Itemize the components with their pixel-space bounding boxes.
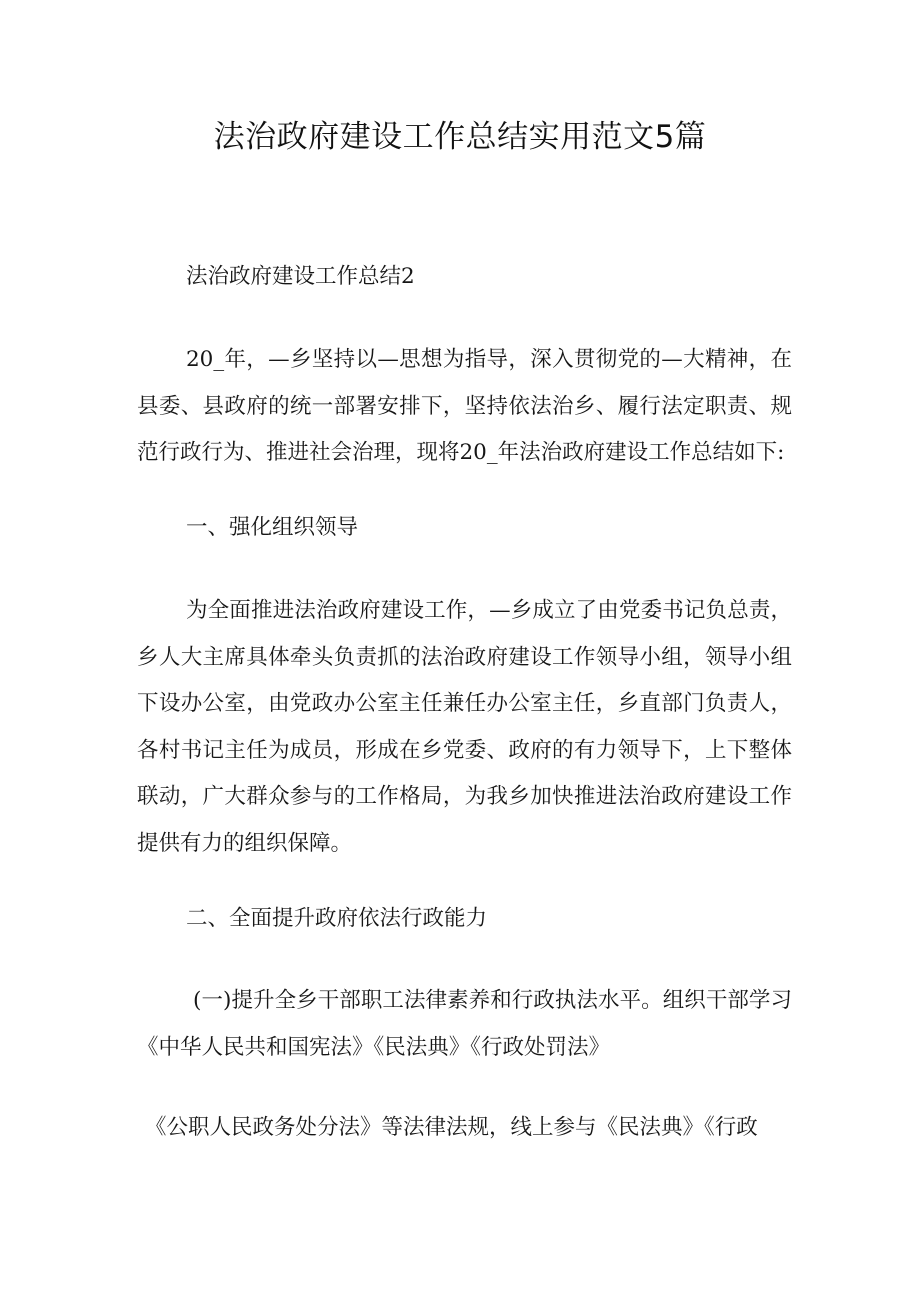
document-title: 法治政府建设工作总结实用范文5篇 [213, 119, 707, 155]
section-subtitle: 法治政府建设工作总结2 [186, 264, 415, 289]
section-heading-1: 一、强化组织领导 [186, 515, 359, 540]
body-paragraph-1: 为全面推进法治政府建设工作，—乡成立了由党委书记负总责，乡人大主席具体牵头负责抓的法治政府建设工作领导小组，领导小组下设办公室，由党政办公室主任兼任办公室主任，乡直部门负责人，各村书记主任为成员，形成在乡党委、政府的有力领导下，上下整体联动，广大群众参与的工作格局，为我乡加快推进法治政府建设工作提供有力的组织保障。 [137, 598, 792, 856]
intro-paragraph: 20_年，—乡坚持以—思想为指导，深入贯彻党的—大精神，在县委、县政府的统一部署安排下，坚持依法治乡、履行法定职责、规范行政行为、推进社会治理，现将20_年法治政府建设工作总结如下: [137, 347, 792, 465]
body-paragraph-3: 《公职人民政务处分法》等法律法规，线上参与《民法典》《行政 [145, 1115, 758, 1140]
body-paragraph-2: (一)提升全乡干部职工法律素养和行政执法水平。组织干部学习《中华人民共和国宪法》《民法典》《行政处罚法》 [137, 988, 792, 1060]
section-heading-2: 二、全面提升政府依法行政能力 [186, 906, 488, 931]
